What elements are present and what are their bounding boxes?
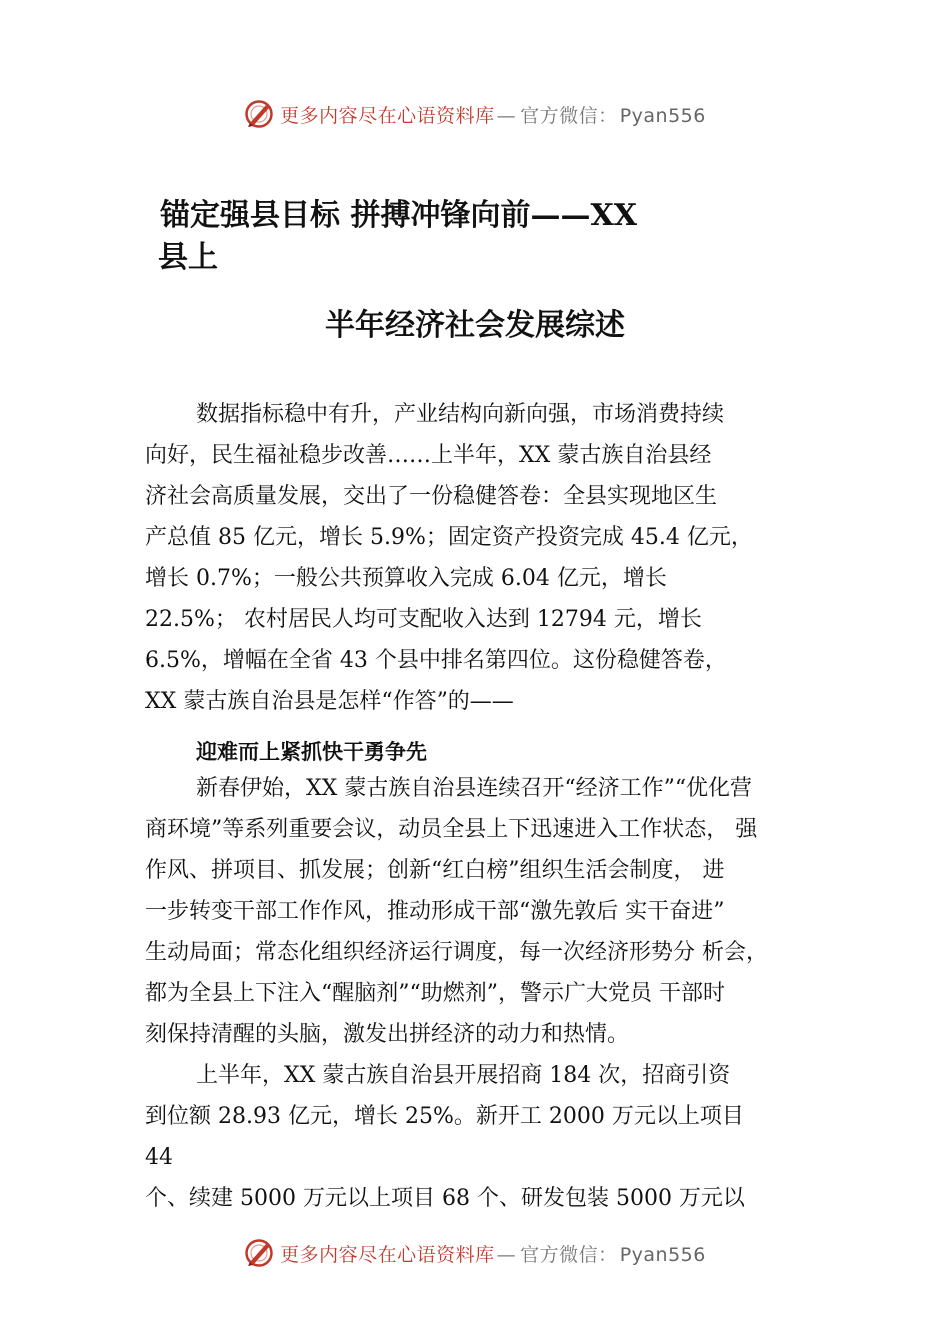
pen-logo-icon <box>244 1238 274 1268</box>
body-line: 22.5%； 农村居民人均可支配收入达到 12794 元，增长 <box>145 607 702 632</box>
title-line-1: 锚定强县目标 拼搏冲锋向前——XX <box>160 198 637 233</box>
section-heading: 迎难而上紧抓快干勇争先 <box>196 740 427 764</box>
body-line: 刻保持清醒的头脑，激发出拼经济的动力和热情。 <box>145 1022 630 1047</box>
body-line: 一步转变干部工作作风，推动形成干部“激先敦后 实干奋进” <box>145 899 725 924</box>
banner-wechat-id: Pyan556 <box>619 104 706 127</box>
body-line: 增长 0.7%；一般公共预算收入完成 6.04 亿元，增长 <box>145 566 667 591</box>
body-line: 济社会高质量发展，交出了一份稳健答卷：全县实现地区生 <box>145 484 718 509</box>
banner-text <box>280 101 706 128</box>
title-line-2: 半年经济社会发展综述 <box>325 308 625 343</box>
banner-text <box>280 1240 706 1267</box>
banner-dash: — <box>496 1243 517 1266</box>
title-line-1-wrap: 县上 <box>158 240 218 275</box>
body-line: 上半年，XX 蒙古族自治县开展招商 184 次，招商引资 <box>196 1063 731 1088</box>
banner-library-text: 更多内容尽在心语资料库 <box>280 1243 495 1266</box>
banner-dash: — <box>496 104 517 127</box>
banner-wechat-id: Pyan556 <box>619 1243 706 1266</box>
banner-library-text: 更多内容尽在心语资料库 <box>280 104 495 127</box>
body-line: 向好，民生福祉稳步改善……上半年，XX 蒙古族自治县经 <box>145 443 712 468</box>
banner-wechat-label: 官方微信： <box>520 1243 618 1266</box>
body-line: 数据指标稳中有升，产业结构向新向强，市场消费持续 <box>196 402 725 427</box>
body-line: 到位额 28.93 亿元，增长 25%。新开工 2000 万元以上项目 <box>145 1104 744 1129</box>
banner-wechat-label: 官方微信： <box>520 104 618 127</box>
body-line: 6.5%，增幅在全省 43 个县中排名第四位。这份稳健答卷， <box>145 648 727 673</box>
body-line: 44 <box>145 1145 173 1170</box>
header-banner[interactable] <box>0 94 950 134</box>
body-line: 商环境”等系列重要会议，动员全县上下迅速进入工作状态， 强 <box>145 817 758 842</box>
body-line: 新春伊始，XX 蒙古族自治县连续召开“经济工作”“优化营 <box>196 776 753 801</box>
body-line: 生动局面；常态化组织经济运行调度，每一次经济形势分 析会， <box>145 940 768 965</box>
body-line: 个、续建 5000 万元以上项目 68 个、研发包装 5000 万元以 <box>145 1186 745 1211</box>
body-line: 都为全县上下注入“醒脑剂”“助燃剂”，警示广大党员 干部时 <box>145 981 725 1006</box>
pen-logo-icon <box>244 99 274 129</box>
body-line: 产总值 85 亿元，增长 5.9%；固定资产投资完成 45.4 亿元， <box>145 525 753 550</box>
footer-banner[interactable] <box>0 1233 950 1273</box>
body-line: 作风、拼项目、抓发展；创新“红白榜”组织生活会制度， 进 <box>145 858 725 883</box>
body-line: XX 蒙古族自治县是怎样“作答”的—— <box>145 689 514 714</box>
